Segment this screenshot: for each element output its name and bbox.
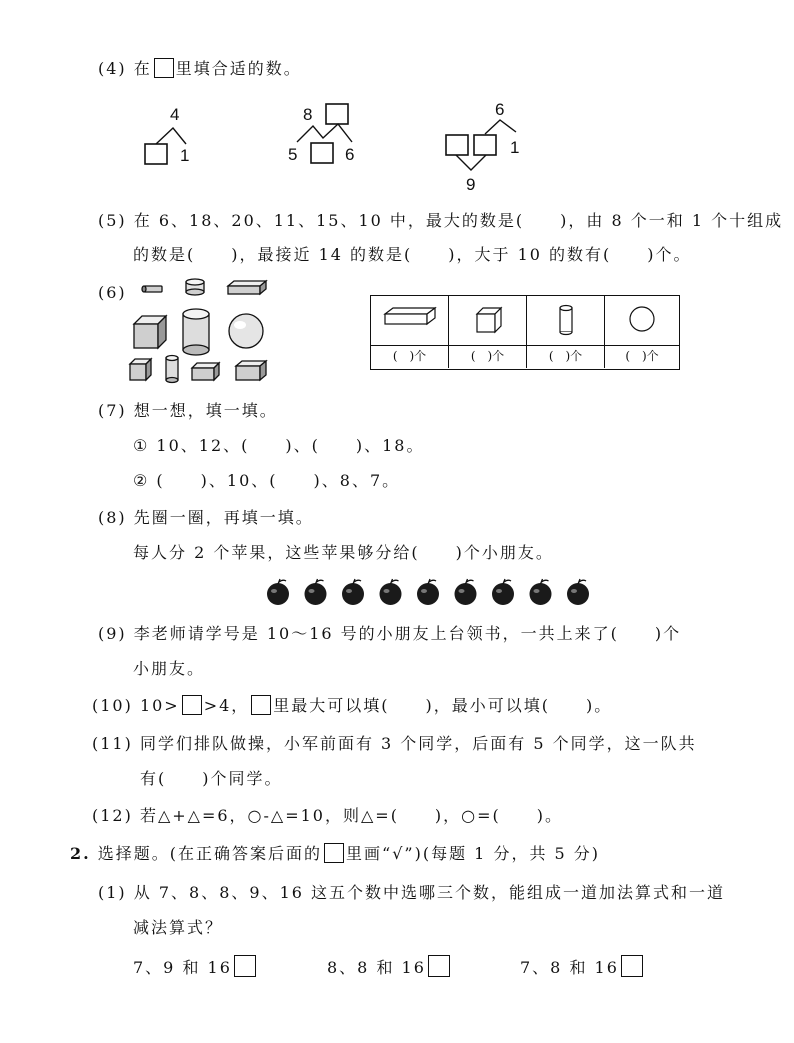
tree3-answer-box-left[interactable] — [446, 135, 468, 155]
question-10 — [92, 695, 612, 717]
small-cube-icon — [130, 359, 151, 380]
question-text: 小朋友。 — [133, 659, 206, 678]
thin-cylinder-icon — [142, 286, 162, 292]
question-label: (5) — [98, 211, 127, 230]
tree3-merge — [456, 155, 486, 170]
question-text: 减法算式？ — [133, 918, 224, 937]
question-text: 在 6、18、20、11、15、10 中，最大的数是( )，由 8 个一和 1 个十组成 — [133, 211, 784, 230]
number-bond-diagrams — [130, 98, 550, 198]
sequence-2: ② ( )、10、( )、8、7。 — [133, 471, 401, 490]
cuboid-header — [371, 296, 449, 346]
tree2-left: 5 — [288, 145, 298, 164]
tree2-answer-box-middle[interactable] — [311, 143, 333, 163]
section-number: 2. — [70, 844, 91, 863]
option-text: 7、8 和 16 — [520, 958, 619, 977]
question-7 — [98, 400, 278, 422]
apple-icon — [455, 579, 477, 605]
cube-icon — [477, 308, 501, 332]
small-cylinder-icon — [186, 279, 204, 295]
tree2-top: 8 — [303, 105, 313, 124]
flat-cuboid-icon — [228, 281, 266, 294]
cuboid-icon — [236, 361, 266, 380]
question-text: 10> — [139, 696, 180, 715]
question-label: (6) — [98, 283, 127, 302]
question-8 — [98, 507, 314, 529]
cube-count-cell[interactable]: ( )个 — [449, 346, 527, 368]
question-12 — [92, 805, 563, 827]
question-text: 若△+△=6，○-△=10，则△=( )，○=( )。 — [139, 806, 564, 825]
cuboid-icon — [385, 308, 435, 324]
question-text: 从 7、8、8、9、16 这五个数中选哪三个数，能组成一道加法算式和一道 — [133, 883, 726, 902]
cuboid-count-cell[interactable]: ( )个 — [371, 346, 449, 368]
question-label: (1) — [98, 883, 127, 902]
tree2-right: 6 — [345, 145, 355, 164]
question-11 — [92, 733, 697, 755]
cube-icon — [134, 316, 166, 348]
sphere-count-cell[interactable]: ( )个 — [625, 349, 659, 363]
section-text: 选择题。(在正确答案后面的 — [97, 844, 323, 863]
option-c — [520, 955, 645, 979]
tree3-answer-box-right[interactable] — [474, 135, 496, 155]
question-text: 每人分 2 个苹果，这些苹果够分给( )个小朋友。 — [133, 543, 554, 562]
apple-icon — [267, 579, 289, 605]
apple-row — [262, 578, 602, 608]
sequence-1: ① 10、12、( )、( )、18。 — [133, 436, 425, 455]
option-text: 8、8 和 16 — [327, 958, 426, 977]
section-text: 里画“√”)(每题 1 分，共 5 分) — [346, 844, 601, 863]
narrow-cylinder-icon — [166, 356, 178, 383]
question-text: >4， — [203, 696, 250, 715]
section-2-heading — [70, 843, 600, 865]
solid-shapes-picture — [128, 276, 278, 386]
tree3-branch — [485, 120, 516, 134]
answer-box[interactable] — [182, 695, 202, 715]
sphere-icon — [630, 307, 654, 331]
apple-icon — [492, 579, 514, 605]
tree1-top: 4 — [170, 105, 180, 124]
tree3-bottom: 9 — [466, 175, 476, 194]
question-label: (4) — [98, 59, 127, 78]
sphere-header — [605, 296, 679, 346]
tree3-top: 6 — [495, 100, 505, 119]
question-5 — [98, 210, 783, 232]
question-text: 同学们排队做操，小军前面有 3 个同学，后面有 5 个同学，这一队共 — [139, 734, 697, 753]
apple-icon — [342, 579, 364, 605]
question-label: (7) — [98, 401, 127, 420]
option-a-checkbox[interactable] — [234, 955, 256, 977]
question-text: 里填合适的数。 — [175, 59, 302, 78]
question-4 — [98, 58, 302, 80]
cylinder-icon — [560, 306, 572, 335]
cube-header — [449, 296, 527, 346]
question-text: 李老师请学号是 10～16 号的小朋友上台领书，一共上来了( )个 — [133, 624, 682, 643]
apple-icon — [567, 579, 589, 605]
tree1-answer-box[interactable] — [145, 144, 167, 164]
question-label: (10) — [92, 696, 133, 715]
question-9 — [98, 623, 681, 645]
question-text: 先圈一圈，再填一填。 — [133, 508, 314, 527]
cylinder-header — [527, 296, 605, 346]
answer-box-symbol — [154, 58, 174, 78]
option-c-checkbox[interactable] — [621, 955, 643, 977]
option-a — [133, 955, 258, 979]
tree1-right: 1 — [180, 146, 190, 165]
option-b-checkbox[interactable] — [428, 955, 450, 977]
tree2-branch — [297, 124, 352, 142]
big-cylinder-icon — [183, 309, 209, 355]
question-text: 里最大可以填( )，最小可以填( )。 — [273, 696, 613, 715]
apple-icon — [530, 579, 552, 605]
apple-icon — [417, 579, 439, 605]
answer-box-symbol — [251, 695, 271, 715]
shape-count-table — [370, 295, 680, 370]
cylinder-count-cell[interactable]: ( )个 — [527, 346, 605, 368]
tree3-right: 1 — [510, 138, 520, 157]
question-text: 想一想，填一填。 — [133, 401, 278, 420]
tree2-answer-box-top[interactable] — [326, 104, 348, 124]
small-cuboid-icon — [192, 363, 219, 380]
sphere-icon — [229, 314, 263, 348]
question-text: 在 — [133, 59, 152, 78]
apple-icon — [380, 579, 402, 605]
question-label: (9) — [98, 624, 127, 643]
apple-icon — [305, 579, 327, 605]
question-label: (11) — [92, 734, 133, 753]
question-text: 的数是( )，最接近 14 的数是( )，大于 10 的数有( )个。 — [133, 245, 692, 264]
tree1-branch — [156, 128, 186, 144]
question-label: (8) — [98, 508, 127, 527]
option-text: 7、9 和 16 — [133, 958, 232, 977]
question-label: (12) — [92, 806, 133, 825]
question-text: 有( )个同学。 — [140, 769, 283, 788]
answer-box-symbol — [324, 843, 344, 863]
option-b — [327, 955, 452, 979]
section-2-question-1 — [98, 882, 725, 904]
